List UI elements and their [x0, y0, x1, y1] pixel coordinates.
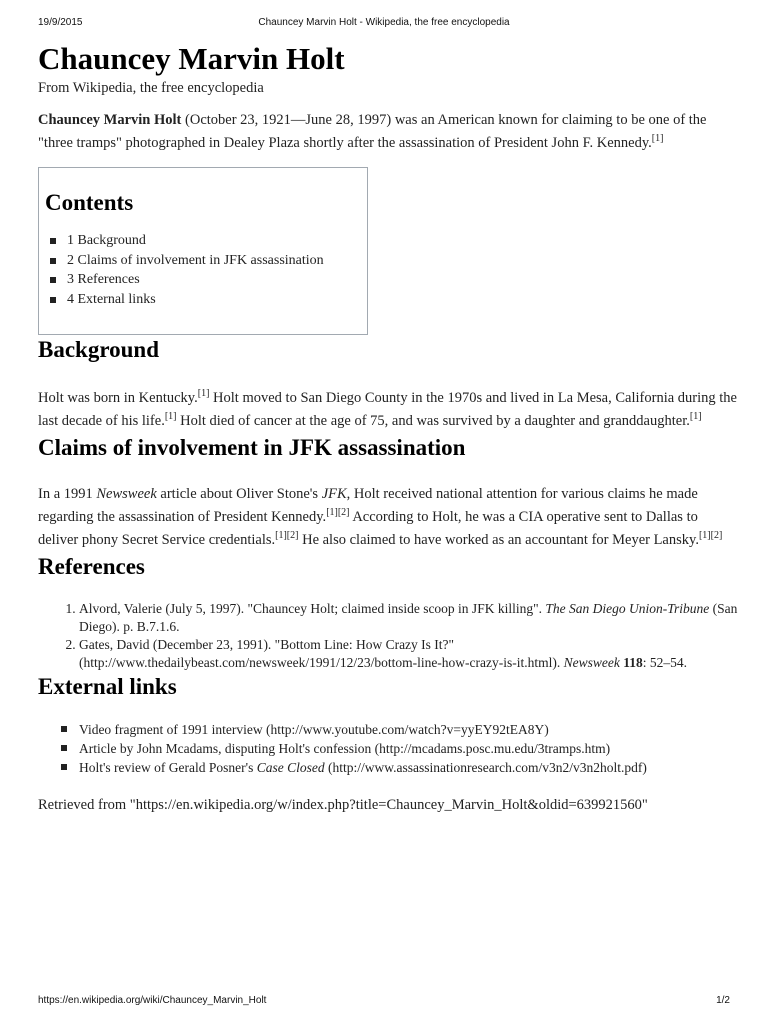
- background-text-1: Holt was born in Kentucky.: [38, 390, 198, 406]
- print-url: https://en.wikipedia.org/wiki/Chauncey_Marvin_Holt: [38, 995, 267, 1006]
- external-links-list: [38, 720, 738, 777]
- claims-text-3: , Holt received national attention for various claims he made regarding the assassination of President Kennedy.: [38, 486, 698, 525]
- reference-item: [79, 600, 738, 636]
- background-heading: Background: [38, 337, 160, 362]
- external-links-heading: External links: [38, 674, 177, 699]
- claims-text-5: He also claimed to have worked as an accountant for Meyer Lansky.: [298, 532, 699, 548]
- claims-italic-jfk: JFK: [321, 486, 347, 502]
- reference-tail: : 52–54.: [642, 655, 688, 670]
- external-link-italic: Case Closed: [256, 760, 325, 775]
- citation-link[interactable]: [1]: [197, 388, 210, 399]
- toc-item-background[interactable]: 1 Background: [67, 231, 361, 251]
- claims-paragraph: [38, 483, 738, 552]
- page-subtitle: From Wikipedia, the free encyclopedia: [38, 80, 264, 96]
- citation-link[interactable]: [1][2]: [698, 530, 723, 541]
- print-footer: [38, 995, 730, 1009]
- toc-item-external-links[interactable]: 4 External links: [67, 290, 361, 310]
- reference-text[interactable]: Gates, David (December 23, 1991). "Bottom Line: How Crazy Is It?" (http://www.thedailybeast.com/newsweek/1991/12/23/bottom-line-how-crazy-is-it.html).: [79, 637, 564, 670]
- citation-link[interactable]: [1]: [164, 411, 177, 422]
- external-link-url: (http://www.assassinationresearch.com/v3n2/v3n2holt.pdf): [324, 760, 647, 775]
- citation-link[interactable]: [1]: [651, 133, 664, 144]
- claims-heading: Claims of involvement in JFK assassination: [38, 435, 466, 460]
- external-link-video[interactable]: Video fragment of 1991 interview (http://www.youtube.com/watch?v=yyEY92tEA8Y): [79, 720, 738, 739]
- citation-link[interactable]: [1]: [689, 411, 702, 422]
- retrieved-from: Retrieved from "https://en.wikipedia.org/w/index.php?title=Chauncey_Marvin_Holt&oldid=639921560": [38, 797, 648, 813]
- external-link-review[interactable]: [79, 758, 738, 777]
- reference-publication: The San Diego Union-Tribune: [545, 601, 710, 616]
- citation-link[interactable]: [1][2]: [326, 507, 350, 518]
- external-link-article[interactable]: Article by John Mcadams, disputing Holt's confession (http://mcadams.posc.mu.edu/3tramps.htm): [79, 739, 738, 758]
- toc-list: [45, 231, 361, 309]
- citation-link[interactable]: [1][2]: [275, 530, 299, 541]
- intro-text: (October 23, 1921—June 28, 1997) was an American known for claiming to be one of the "three tramps" photographed in Dealey Plaza shortly after the assassination of President John F. Kennedy.: [38, 112, 707, 151]
- print-header: [38, 17, 730, 31]
- page-title: Chauncey Marvin Holt: [38, 41, 345, 76]
- claims-text-4: According to Holt, he was a CIA operative sent to Dallas to deliver phony Secret Service credentials.: [38, 509, 698, 548]
- external-link-text: Holt's review of Gerald Posner's: [79, 760, 257, 775]
- article-content: [38, 40, 738, 815]
- reference-volume: 118: [623, 655, 643, 670]
- intro-bold-name: Chauncey Marvin Holt: [38, 112, 182, 128]
- print-date: 19/9/2015: [38, 17, 83, 28]
- page-number: 1/2: [716, 995, 730, 1006]
- reference-tail: (San Diego). p. B.7.1.6.: [79, 601, 738, 634]
- reference-publication: Newsweek: [563, 655, 620, 670]
- background-text-2: Holt moved to San Diego County in the 1970s and lived in La Mesa, California during the last decade of his life.: [38, 390, 737, 429]
- claims-text-2: article about Oliver Stone's: [156, 486, 322, 502]
- background-paragraph: [38, 387, 738, 433]
- intro-paragraph: [38, 109, 738, 155]
- print-title: Chauncey Marvin Holt - Wikipedia, the free encyclopedia: [258, 17, 510, 28]
- toc-item-references[interactable]: 3 References: [67, 270, 361, 290]
- reference-item: [79, 636, 738, 672]
- references-list: [38, 600, 738, 672]
- references-heading: References: [38, 554, 145, 579]
- toc-heading: Contents: [45, 190, 134, 215]
- claims-text-1: In a 1991: [38, 486, 97, 502]
- background-text-3: Holt died of cancer at the age of 75, and was survived by a daughter and granddaughter.: [176, 413, 690, 429]
- claims-italic-newsweek: Newsweek: [96, 486, 157, 502]
- reference-text: Alvord, Valerie (July 5, 1997). "Chauncey Holt; claimed inside scoop in JFK killing".: [79, 601, 546, 616]
- toc-item-claims[interactable]: 2 Claims of involvement in JFK assassination: [67, 251, 361, 271]
- table-of-contents: [38, 167, 368, 335]
